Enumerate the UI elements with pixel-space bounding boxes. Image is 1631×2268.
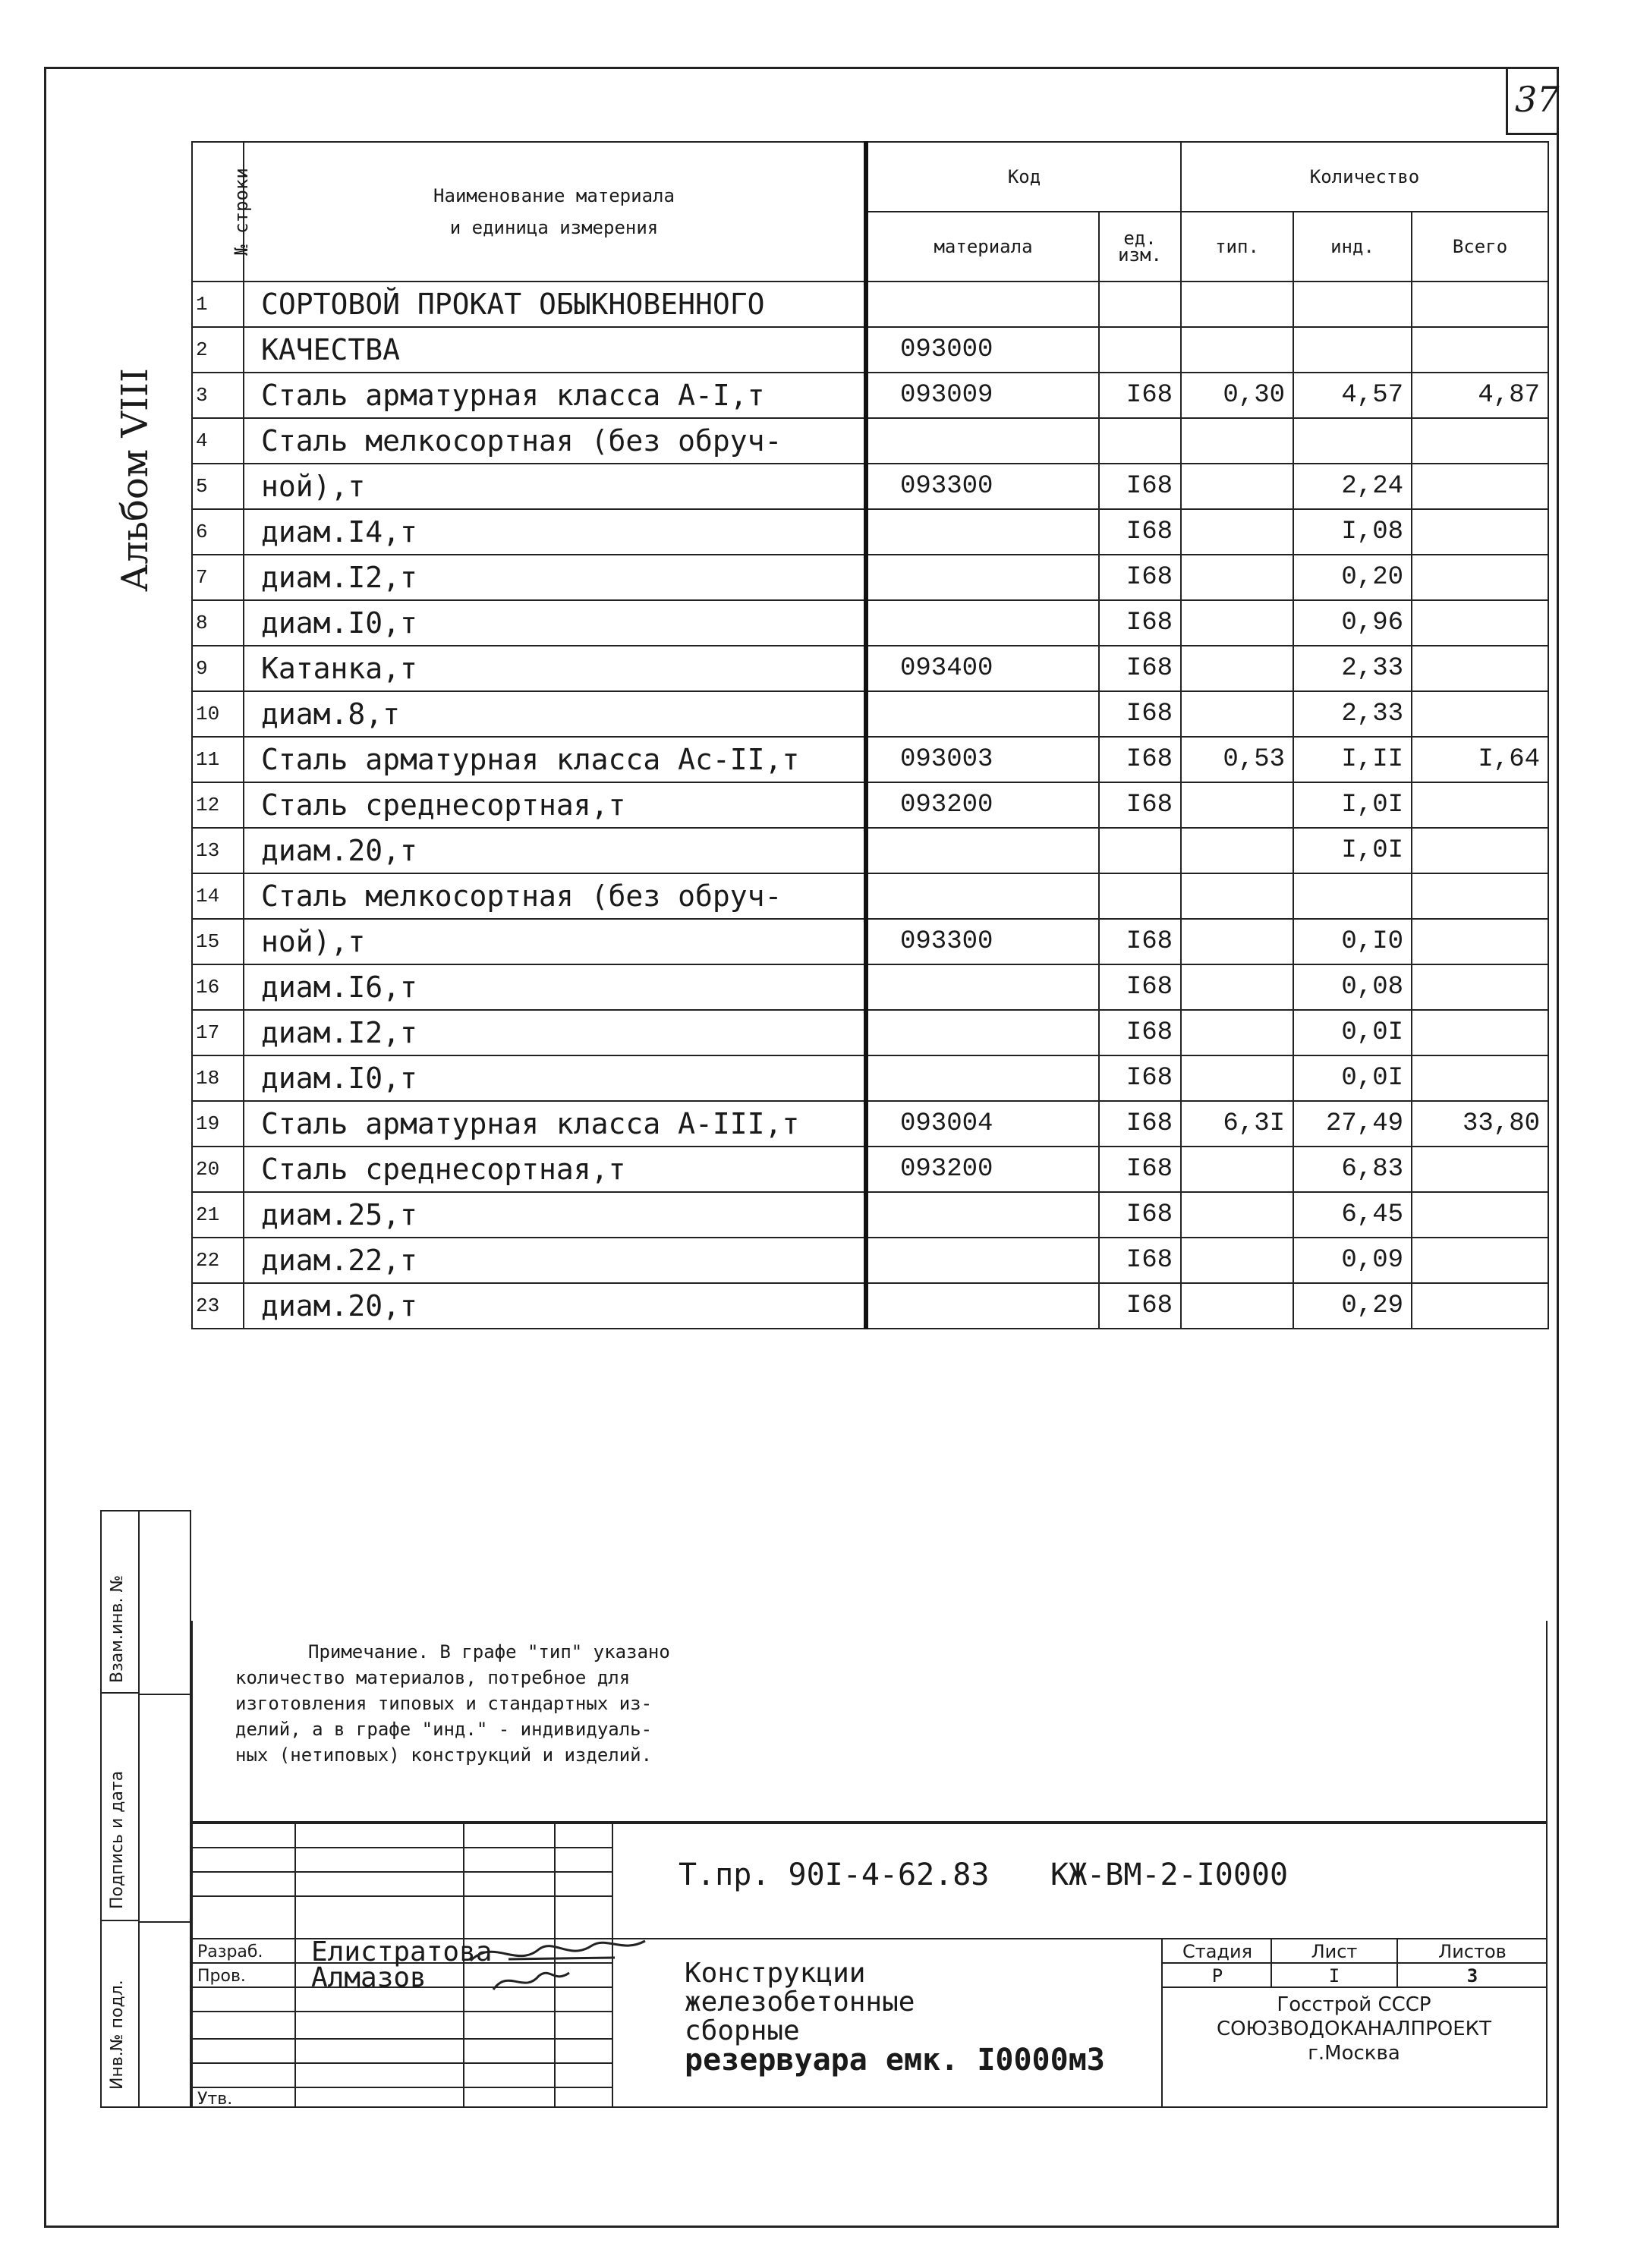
cell-ind: 0,0I — [1293, 1010, 1412, 1055]
cell-n: 10 — [192, 691, 244, 737]
cell-total — [1412, 418, 1548, 464]
cell-code: 093400 — [866, 646, 1099, 691]
cell-code — [866, 418, 1099, 464]
cell-ind: 0,I0 — [1293, 919, 1412, 964]
cell-total: I,64 — [1412, 737, 1548, 782]
stamp-inv-cell — [102, 1921, 138, 2106]
drawing-title: Конструкции железобетонные сборные резервуара емк. I0000м3 — [685, 1958, 1105, 2078]
table-row — [192, 828, 1548, 873]
header-name: Наименование материала и единица измерения — [244, 142, 866, 282]
header-code: Код — [866, 142, 1181, 212]
cell-n: 11 — [192, 737, 244, 782]
stamp-inv-label: Инв.№ подл. — [108, 1980, 127, 2090]
cell-name: диам.I2,т — [244, 1010, 866, 1055]
table-row — [192, 1283, 1548, 1329]
cell-unit: I68 — [1099, 555, 1181, 600]
cell-total — [1412, 327, 1548, 373]
table-row — [192, 1010, 1548, 1055]
cell-total — [1412, 282, 1548, 327]
stamp-podpis-cell — [102, 1694, 138, 1921]
cell-name: Сталь мелкосортная (без обруч- — [244, 873, 866, 919]
cell-n: 13 — [192, 828, 244, 873]
cell-code: 093300 — [866, 919, 1099, 964]
cell-name: Сталь мелкосортная (без обруч- — [244, 418, 866, 464]
table-row — [192, 418, 1548, 464]
header-quantity: Количество — [1181, 142, 1548, 212]
table-row — [192, 373, 1548, 418]
cell-total — [1412, 1192, 1548, 1238]
stamp-vzam-cell — [102, 1511, 138, 1694]
album-label: Альбом VIII — [114, 368, 156, 592]
header-row-num: № строки — [192, 142, 244, 282]
cell-total — [1412, 464, 1548, 509]
cell-n: 14 — [192, 873, 244, 919]
cell-code — [866, 1010, 1099, 1055]
cell-unit — [1099, 418, 1181, 464]
cell-code — [866, 282, 1099, 327]
name-prov: Алмазов — [311, 1962, 427, 1993]
cell-name: Сталь среднесортная,т — [244, 782, 866, 828]
cell-code — [866, 555, 1099, 600]
cell-typ: 0,53 — [1181, 737, 1293, 782]
table-row — [192, 1238, 1548, 1283]
cell-code — [866, 964, 1099, 1010]
cell-ind: 27,49 — [1293, 1101, 1412, 1147]
cell-typ — [1181, 873, 1293, 919]
cell-n: 7 — [192, 555, 244, 600]
sheet-value: I — [1328, 1965, 1340, 1986]
table-row — [192, 646, 1548, 691]
cell-unit: I68 — [1099, 919, 1181, 964]
cell-code — [866, 1238, 1099, 1283]
left-stamp-values — [140, 1510, 191, 2108]
cell-code — [866, 600, 1099, 646]
cell-total — [1412, 691, 1548, 737]
cell-n: 3 — [192, 373, 244, 418]
cell-typ — [1181, 464, 1293, 509]
header-qty-typ: тип. — [1181, 212, 1293, 282]
cell-n: 16 — [192, 964, 244, 1010]
header-code-material: материала — [866, 212, 1099, 282]
cell-unit: I68 — [1099, 964, 1181, 1010]
cell-ind: 4,57 — [1293, 373, 1412, 418]
cell-ind: 2,33 — [1293, 691, 1412, 737]
cell-name: Сталь среднесортная,т — [244, 1147, 866, 1192]
cell-total — [1412, 964, 1548, 1010]
cell-name: диам.25,т — [244, 1192, 866, 1238]
cell-total: 4,87 — [1412, 373, 1548, 418]
cell-ind: I,II — [1293, 737, 1412, 782]
table-row — [192, 282, 1548, 327]
cell-code: 093300 — [866, 464, 1099, 509]
cell-n: 17 — [192, 1010, 244, 1055]
cell-unit: I68 — [1099, 646, 1181, 691]
cell-typ: 6,3I — [1181, 1101, 1293, 1147]
cell-name: диам.I4,т — [244, 509, 866, 555]
cell-total: 33,80 — [1412, 1101, 1548, 1147]
cell-name: диам.20,т — [244, 1283, 866, 1329]
cell-unit — [1099, 282, 1181, 327]
cell-name: диам.I0,т — [244, 600, 866, 646]
cell-ind: I,08 — [1293, 509, 1412, 555]
cell-unit: I68 — [1099, 691, 1181, 737]
doc-code: Т.пр. 90I-4-62.83 — [679, 1857, 990, 1892]
cell-ind: 2,24 — [1293, 464, 1412, 509]
table-row — [192, 1147, 1548, 1192]
cell-typ — [1181, 1283, 1293, 1329]
organization: Госстрой СССР СОЮЗВОДОКАНАЛПРОЕКТ г.Москва — [1216, 1993, 1492, 2065]
cell-unit: I68 — [1099, 737, 1181, 782]
table-row — [192, 600, 1548, 646]
header-qty-total: Всего — [1412, 212, 1548, 282]
cell-typ — [1181, 418, 1293, 464]
cell-code: 093000 — [866, 327, 1099, 373]
cell-code — [866, 691, 1099, 737]
cell-total — [1412, 1283, 1548, 1329]
cell-typ — [1181, 327, 1293, 373]
cell-n: 15 — [192, 919, 244, 964]
table-row — [192, 964, 1548, 1010]
cell-typ — [1181, 919, 1293, 964]
cell-typ — [1181, 509, 1293, 555]
table-row — [192, 919, 1548, 964]
cell-name: диам.I6,т — [244, 964, 866, 1010]
cell-unit: I68 — [1099, 1238, 1181, 1283]
cell-ind: 0,96 — [1293, 600, 1412, 646]
cell-n: 19 — [192, 1101, 244, 1147]
cell-n: 8 — [192, 600, 244, 646]
sheets-value: 3 — [1466, 1965, 1478, 1986]
cell-name: диам.8,т — [244, 691, 866, 737]
cell-code: 093200 — [866, 1147, 1099, 1192]
cell-n: 20 — [192, 1147, 244, 1192]
cell-name: ной),т — [244, 919, 866, 964]
stage-value: Р — [1211, 1965, 1223, 1986]
cell-total — [1412, 873, 1548, 919]
cell-total — [1412, 1010, 1548, 1055]
signature-razrab — [463, 1930, 660, 1999]
cell-ind: 0,29 — [1293, 1283, 1412, 1329]
cell-name: диам.I0,т — [244, 1055, 866, 1101]
cell-total — [1412, 555, 1548, 600]
table-row — [192, 1192, 1548, 1238]
table-row — [192, 1055, 1548, 1101]
cell-name: Катанка,т — [244, 646, 866, 691]
table-row — [192, 555, 1548, 600]
cell-total — [1412, 828, 1548, 873]
cell-typ — [1181, 1147, 1293, 1192]
cell-code — [866, 1055, 1099, 1101]
cell-n: 6 — [192, 509, 244, 555]
cell-ind — [1293, 873, 1412, 919]
table-row — [192, 327, 1548, 373]
cell-code: 093003 — [866, 737, 1099, 782]
cell-unit: I68 — [1099, 464, 1181, 509]
stage-label: Стадия — [1182, 1941, 1253, 1962]
cell-ind — [1293, 327, 1412, 373]
cell-code — [866, 1283, 1099, 1329]
cell-total — [1412, 1055, 1548, 1101]
cell-total — [1412, 782, 1548, 828]
sheet-label: Лист — [1311, 1941, 1358, 1962]
table-row — [192, 737, 1548, 782]
cell-typ — [1181, 555, 1293, 600]
cell-n: 12 — [192, 782, 244, 828]
stamp-podpis-label: Подпись и дата — [108, 1770, 127, 1909]
cell-code: 093009 — [866, 373, 1099, 418]
cell-ind: 6,45 — [1293, 1192, 1412, 1238]
cell-code: 093004 — [866, 1101, 1099, 1147]
role-razrab: Разраб. — [197, 1942, 263, 1961]
title-block — [191, 1823, 1548, 2108]
cell-total — [1412, 919, 1548, 964]
cell-name: Сталь арматурная класса Ас-II,т — [244, 737, 866, 782]
cell-typ — [1181, 600, 1293, 646]
cell-total — [1412, 1238, 1548, 1283]
cell-unit: I68 — [1099, 1101, 1181, 1147]
cell-code — [866, 873, 1099, 919]
cell-unit: I68 — [1099, 1192, 1181, 1238]
cell-unit: I68 — [1099, 782, 1181, 828]
cell-n: 1 — [192, 282, 244, 327]
cell-unit: I68 — [1099, 373, 1181, 418]
cell-typ — [1181, 691, 1293, 737]
cell-ind: 6,83 — [1293, 1147, 1412, 1192]
cell-ind: 0,09 — [1293, 1238, 1412, 1283]
page-number: 37 — [1515, 79, 1560, 120]
cell-n: 2 — [192, 327, 244, 373]
cell-typ — [1181, 282, 1293, 327]
sheets-label: Листов — [1438, 1941, 1507, 1962]
cell-unit — [1099, 327, 1181, 373]
cell-unit: I68 — [1099, 1055, 1181, 1101]
cell-ind: 0,08 — [1293, 964, 1412, 1010]
cell-ind: I,0I — [1293, 782, 1412, 828]
cell-unit — [1099, 873, 1181, 919]
table-row — [192, 1101, 1548, 1147]
cell-typ — [1181, 1238, 1293, 1283]
role-prov: Пров. — [197, 1967, 246, 1986]
cell-ind: 0,20 — [1293, 555, 1412, 600]
cell-code — [866, 509, 1099, 555]
table-row — [192, 691, 1548, 737]
cell-ind: 0,0I — [1293, 1055, 1412, 1101]
cell-unit: I68 — [1099, 509, 1181, 555]
cell-name: Сталь арматурная класса А-III,т — [244, 1101, 866, 1147]
cell-ind — [1293, 282, 1412, 327]
cell-n: 21 — [192, 1192, 244, 1238]
note: Примечание. В графе "тип" указано количество материалов, потребное для изготовления типовых и стандартных из- делий, а в графе "инд." - индивидуаль- ных (нетиповых) конструкций и изделий. — [235, 1641, 670, 1766]
left-stamp — [100, 1510, 140, 2108]
cell-n: 4 — [192, 418, 244, 464]
cell-name: диам.22,т — [244, 1238, 866, 1283]
cell-ind: I,0I — [1293, 828, 1412, 873]
cell-ind — [1293, 418, 1412, 464]
cell-name: КАЧЕСТВА — [244, 327, 866, 373]
cell-n: 9 — [192, 646, 244, 691]
cell-total — [1412, 509, 1548, 555]
cell-total — [1412, 646, 1548, 691]
cell-name: диам.I2,т — [244, 555, 866, 600]
cell-typ — [1181, 964, 1293, 1010]
cell-total — [1412, 1147, 1548, 1192]
cell-n: 23 — [192, 1283, 244, 1329]
cell-unit: I68 — [1099, 1283, 1181, 1329]
cell-unit: I68 — [1099, 1010, 1181, 1055]
materials-table — [191, 141, 1549, 1329]
role-utv: Утв. — [197, 2090, 233, 2109]
doc-code-2: КЖ-ВМ-2-I0000 — [1050, 1857, 1289, 1892]
table-row — [192, 509, 1548, 555]
cell-typ — [1181, 1192, 1293, 1238]
cell-unit — [1099, 828, 1181, 873]
cell-name: Сталь арматурная класса А-I,т — [244, 373, 866, 418]
cell-unit: I68 — [1099, 1147, 1181, 1192]
cell-n: 22 — [192, 1238, 244, 1283]
cell-typ — [1181, 1010, 1293, 1055]
table-row — [192, 782, 1548, 828]
cell-name: диам.20,т — [244, 828, 866, 873]
cell-name: ной),т — [244, 464, 866, 509]
cell-name: СОРТОВОЙ ПРОКАТ ОБЫКНОВЕННОГО — [244, 282, 866, 327]
cell-unit: I68 — [1099, 600, 1181, 646]
cell-n: 18 — [192, 1055, 244, 1101]
cell-code — [866, 1192, 1099, 1238]
cell-total — [1412, 600, 1548, 646]
header-qty-ind: инд. — [1293, 212, 1412, 282]
cell-typ — [1181, 646, 1293, 691]
table-row — [192, 464, 1548, 509]
cell-code — [866, 828, 1099, 873]
cell-typ — [1181, 828, 1293, 873]
cell-typ — [1181, 782, 1293, 828]
stamp-vzam-label: Взам.инв. № — [108, 1574, 127, 1683]
cell-ind: 2,33 — [1293, 646, 1412, 691]
cell-n: 5 — [192, 464, 244, 509]
cell-typ — [1181, 1055, 1293, 1101]
cell-code: 093200 — [866, 782, 1099, 828]
table-row — [192, 873, 1548, 919]
header-code-unit: ед. изм. — [1099, 212, 1181, 282]
cell-typ: 0,30 — [1181, 373, 1293, 418]
name-razrab: Елистратова — [311, 1936, 493, 1968]
